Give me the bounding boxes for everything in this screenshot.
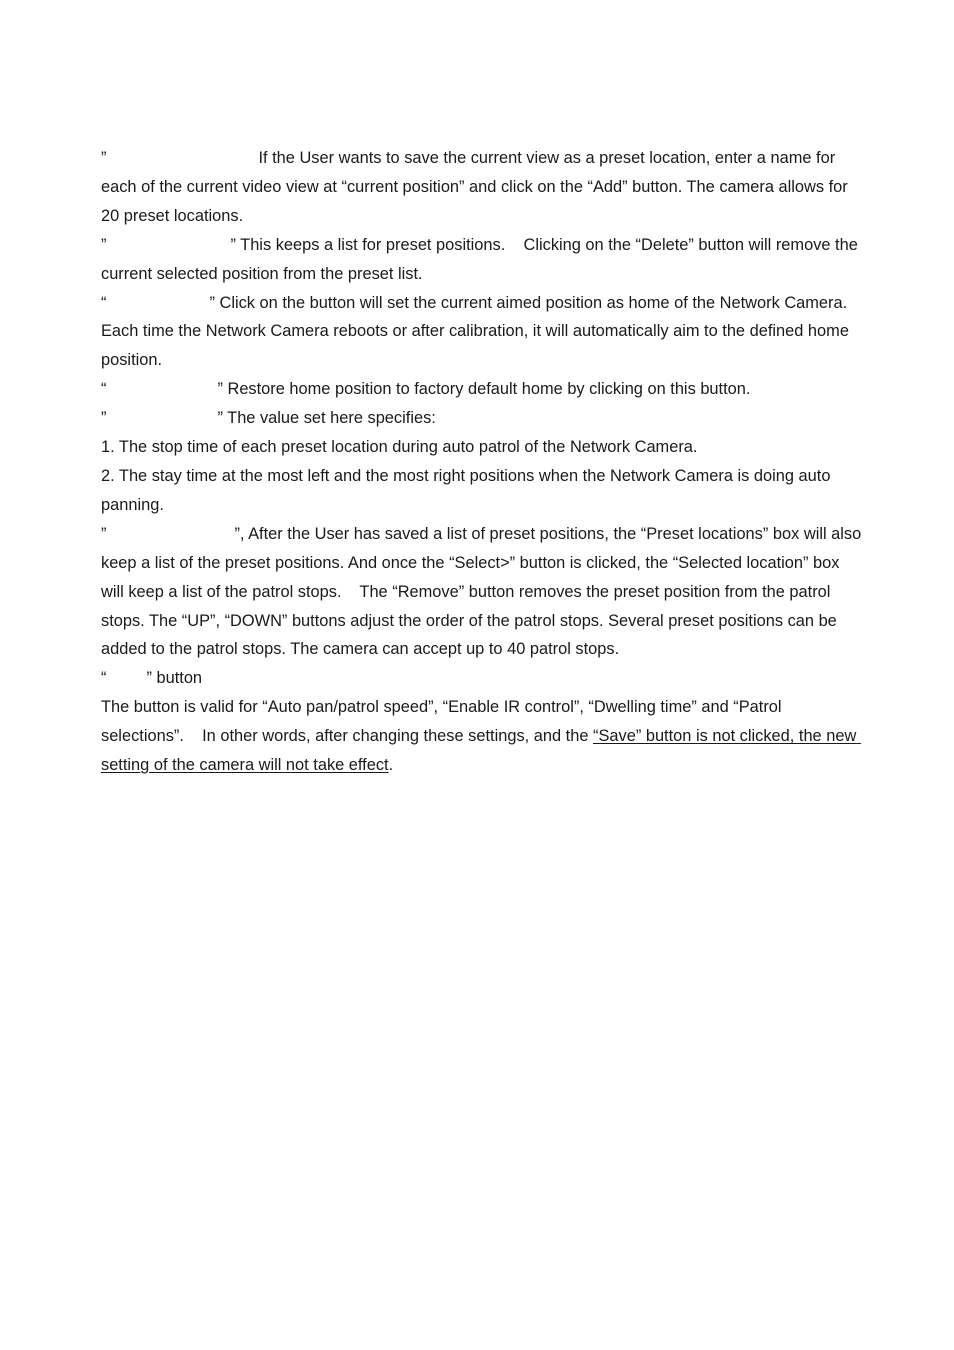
paragraph-text: ” Restore home position to factory default home by clicking on this button.	[217, 380, 751, 399]
save-button-heading	[101, 664, 866, 693]
restore-home-paragraph	[101, 375, 866, 404]
open-quote: ”	[101, 409, 107, 428]
save-button-paragraph	[101, 693, 866, 780]
dwelling-time-paragraph	[101, 404, 866, 433]
open-quote: “	[101, 669, 107, 688]
set-home-paragraph	[101, 289, 866, 376]
open-quote: ”	[101, 149, 107, 167]
list-item-1: 1. The stop time of each preset location during auto patrol of the Network Camera.	[101, 438, 698, 457]
preset-list-paragraph	[101, 231, 866, 289]
open-quote: “	[101, 293, 107, 312]
period: .	[388, 756, 394, 775]
preset-add-paragraph	[101, 144, 866, 231]
paragraph-text: ” button	[146, 669, 203, 688]
open-quote: “	[101, 380, 107, 399]
paragraph-text: ” This keeps a list for preset positions. Clicking on the “Delete” button will remove the current selected position from the preset list.	[101, 235, 863, 283]
list-item-2: 2. The stay time at the most left and the most right positions when the Network Camera is doing auto panning.	[101, 466, 836, 514]
paragraph-text: The button is valid for “Auto pan/patrol speed”, “Enable IR control”, “Dwelling time” and “Patrol selections”. In other words, after changing these settings, and the	[101, 698, 787, 746]
open-quote: ”	[101, 235, 107, 254]
open-quote: ”	[101, 524, 107, 543]
paragraph-text: ”, After the User has saved a list of preset positions, the “Preset locations” box will also keep a list of the preset positions. And once the “Select>” button is clicked, the “Selected location” box will keep a list of the patrol stops. The “Remove” button removes the preset position from the patrol stops. The “UP”, “DOWN” buttons adjust the order of the patrol stops. Several preset positions can be added to the patrol stops. The camera can accept up to 40 patrol stops.	[101, 524, 866, 659]
patrol-selection-paragraph	[101, 520, 866, 665]
paragraph-text: ” The value set here specifies:	[217, 409, 436, 428]
paragraph-text: If the User wants to save the current view as a preset location, enter a name for each of the current video view at “current position” and click on the “Add” button. The camera allows for 20 preset locations.	[101, 149, 853, 225]
document-page	[101, 144, 866, 780]
underlined-warning: “Save” button is not clicked, the new setting of the camera will not take effect	[101, 727, 861, 775]
paragraph-text: ” Click on the button will set the current aimed position as home of the Network Camera. Each time the Network Camera reboots or after calibration, it will automatically aim to the defined home position.	[101, 293, 854, 370]
